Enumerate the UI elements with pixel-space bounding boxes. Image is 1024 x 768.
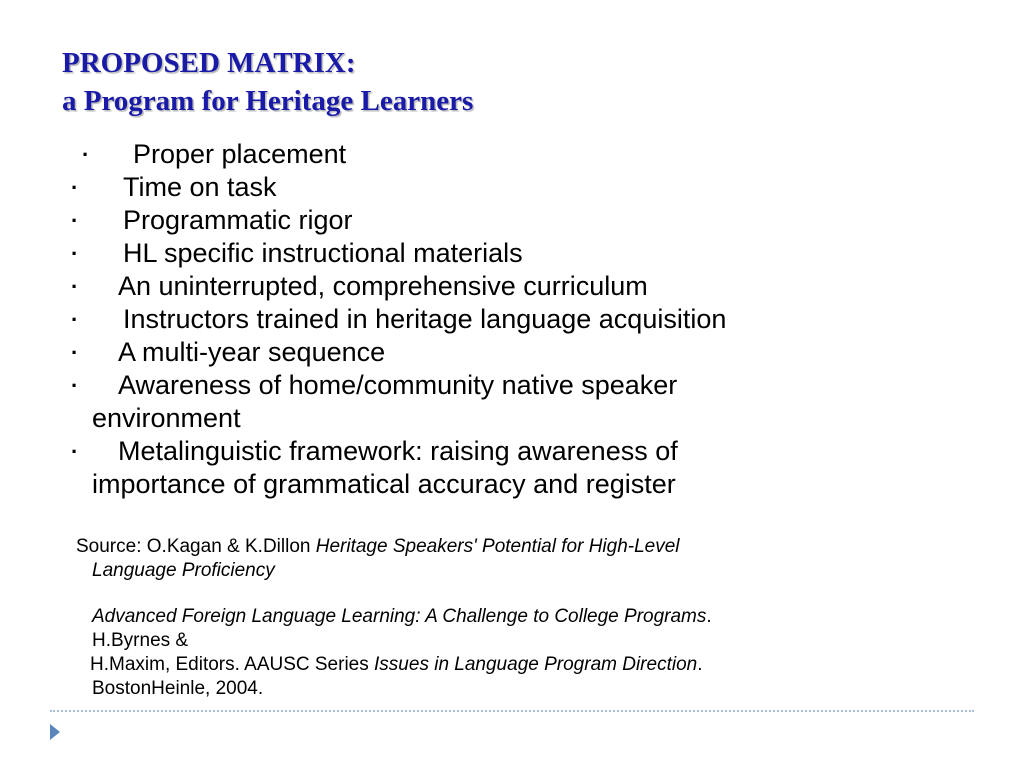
source-line bbox=[0, 535, 1024, 559]
source-work2-period: . bbox=[706, 606, 712, 627]
bullet-text: Time on task bbox=[123, 172, 277, 202]
source-citation bbox=[0, 535, 1024, 701]
bullet-continuation-text: importance of grammatical accuracy and register bbox=[92, 469, 676, 499]
source-editors-line2: H.Maxim, Editors. AAUSC Series bbox=[90, 654, 375, 675]
bullet-item bbox=[0, 171, 1024, 204]
triangle-right-icon bbox=[50, 724, 60, 740]
source-editors-line1: H.Byrnes & bbox=[92, 630, 189, 651]
source-series-period: . bbox=[697, 654, 703, 675]
bullet-continuation-text: environment bbox=[92, 403, 241, 433]
bullet-item bbox=[0, 237, 1024, 270]
bullet-text: Metalinguistic framework: raising awareness of bbox=[118, 436, 678, 466]
bullet-text: Proper placement bbox=[133, 139, 347, 169]
slide-title-line1: PROPOSED MATRIX: bbox=[62, 47, 356, 79]
bullet-item bbox=[0, 336, 1024, 369]
bullet-dot-icon: · bbox=[71, 439, 79, 464]
bullet-dot-icon: · bbox=[71, 175, 79, 200]
slide-title-line2: a Program for Heritage Learners bbox=[62, 85, 474, 117]
source-work1-title-cont: Language Proficiency bbox=[92, 560, 275, 581]
source-line bbox=[0, 653, 1024, 677]
bullet-item bbox=[0, 204, 1024, 237]
bullet-dot-icon: · bbox=[71, 307, 79, 332]
bullet-dot-icon: · bbox=[71, 373, 79, 398]
bullet-text: HL specific instructional materials bbox=[123, 238, 523, 268]
bullet-item bbox=[0, 138, 1024, 171]
bullet-text: A multi-year sequence bbox=[118, 337, 386, 367]
bullet-list bbox=[0, 138, 1024, 501]
source-work1-title: Heritage Speakers' Potential for High-Level bbox=[315, 536, 680, 557]
footer-divider bbox=[50, 710, 974, 712]
source-publisher: BostonHeinle, 2004. bbox=[92, 678, 264, 699]
bullet-continuation bbox=[0, 402, 1024, 435]
source-line bbox=[0, 559, 1024, 583]
bullet-continuation bbox=[0, 468, 1024, 501]
source-spacer bbox=[0, 583, 1024, 605]
source-line bbox=[0, 677, 1024, 701]
bullet-dot-icon: · bbox=[82, 142, 90, 167]
bullet-item bbox=[0, 303, 1024, 336]
source-work2-title: Advanced Foreign Language Learning: A Challenge to College Programs bbox=[92, 606, 707, 627]
bullet-dot-icon: · bbox=[71, 241, 79, 266]
bullet-text: Programmatic rigor bbox=[123, 205, 353, 235]
bullet-item bbox=[0, 369, 1024, 402]
source-series-title: Issues in Language Program Direction bbox=[374, 654, 698, 675]
bullet-item bbox=[0, 435, 1024, 468]
bullet-dot-icon: · bbox=[71, 274, 79, 299]
bullet-text: Awareness of home/community native speaker bbox=[118, 370, 678, 400]
bullet-text: Instructors trained in heritage language acquisition bbox=[123, 304, 727, 334]
bullet-text: An uninterrupted, comprehensive curriculum bbox=[118, 271, 648, 301]
source-prefix: Source: O.Kagan & K.Dillon bbox=[76, 536, 316, 557]
bullet-dot-icon: · bbox=[71, 208, 79, 233]
source-line bbox=[0, 629, 1024, 653]
bullet-item bbox=[0, 270, 1024, 303]
slide-title bbox=[62, 44, 473, 120]
source-line bbox=[0, 605, 1024, 629]
bullet-dot-icon: · bbox=[71, 340, 79, 365]
